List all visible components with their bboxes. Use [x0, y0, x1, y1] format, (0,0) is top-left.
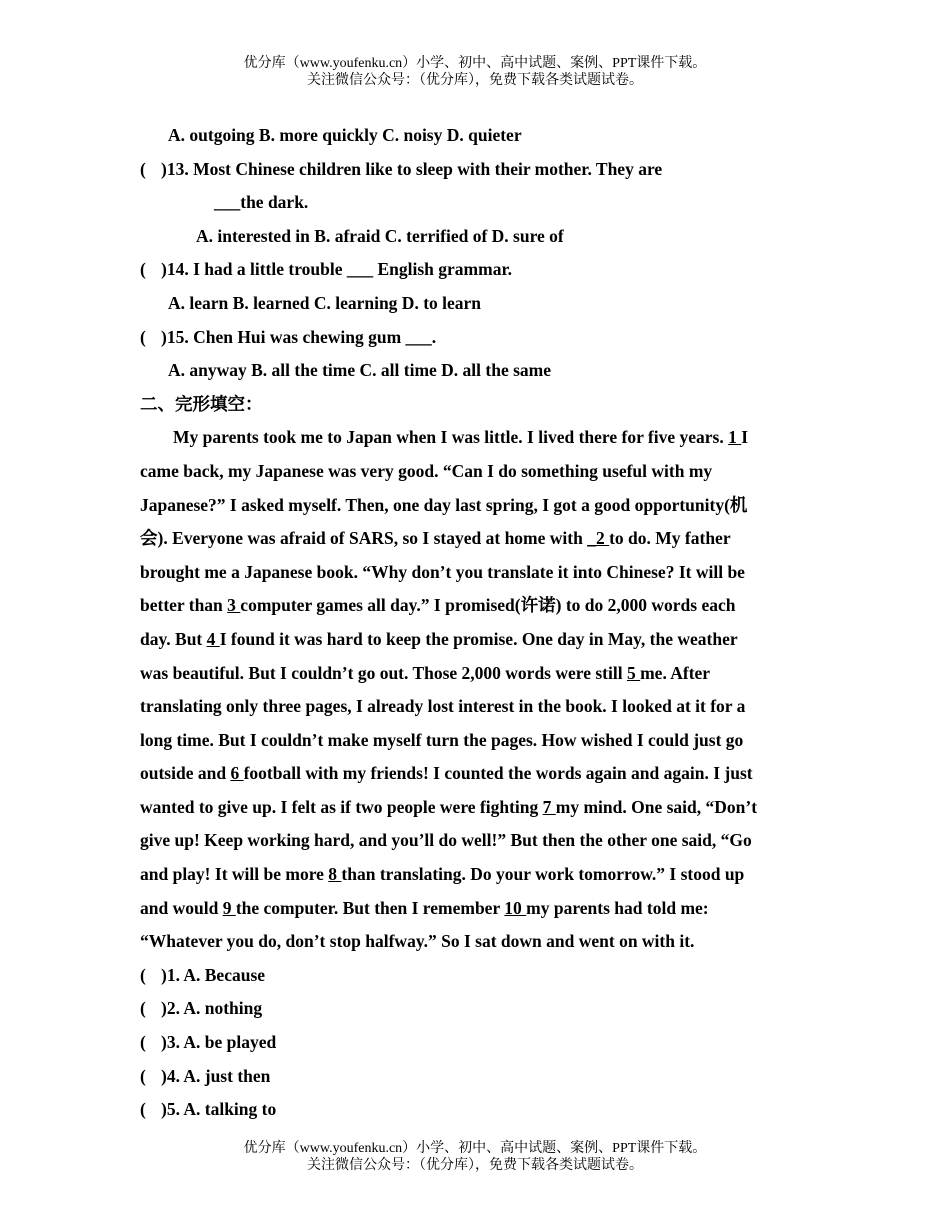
answer-paren: (: [140, 998, 146, 1019]
cloze-question-text: )2. A. nothing: [161, 998, 263, 1019]
passage-text: my parents had told me:: [526, 897, 709, 918]
passage-line-2: came back, my Japanese was very good. “Can I do something useful with my: [140, 460, 713, 481]
passage-text: outside and: [140, 763, 231, 784]
page-header: [0, 55, 950, 89]
blank-1: 1: [728, 427, 742, 448]
passage-line-10: long time. But I couldn’t make myself turn the pages. How wished I could just go: [140, 729, 744, 750]
passage-text: me. After: [640, 662, 711, 683]
passage-line-5: brought me a Japanese book. “Why don’t you translate it into Chinese? It will be: [140, 561, 745, 582]
passage-line-4: [140, 522, 810, 556]
passage-text: was beautiful. But I couldn’t go out. Those 2,000 words were still: [140, 662, 627, 683]
answer-paren: (: [140, 1099, 146, 1120]
passage-text: football with my friends! I counted the words again and again. I just: [243, 763, 753, 784]
q14-text: )14. I had a little trouble ___ English grammar.: [161, 259, 512, 280]
q15-text: )15. Chen Hui was chewing gum ___.: [161, 326, 437, 347]
footer-line-2: 关注微信公众号：（优分库），免费下载各类试题试卷。: [307, 1158, 643, 1173]
blank-2: _2: [587, 528, 610, 549]
document-body: [140, 119, 810, 1127]
q12-options: A. outgoing B. more quickly C. noisy D. quieter: [168, 125, 522, 145]
answer-paren: (: [140, 326, 146, 347]
passage-line-1: [140, 421, 810, 455]
passage-text: my mind. One said, “Don’t: [555, 796, 758, 817]
passage-line-8: [140, 657, 810, 691]
footer-line-1: 优分库（www.youfenku.cn）小学、初中、高中试题、案例、PPT课件下载。: [243, 1141, 707, 1156]
passage-line-3: Japanese?” I asked myself. Then, one day last spring, I got a good opportunity(机: [140, 494, 748, 515]
passage-text: the computer. But then I remember: [235, 897, 505, 918]
passage-text: wanted to give up. I felt as if two people were fighting: [140, 796, 543, 817]
answer-paren: (: [140, 964, 146, 985]
cloze-question: [140, 992, 810, 1026]
passage-text: to do. My father: [609, 528, 731, 549]
header-line-2: 关注微信公众号：（优分库），免费下载各类试题试卷。: [307, 73, 643, 88]
q13-continuation: ___the dark.: [214, 192, 309, 213]
answer-paren: (: [140, 259, 146, 280]
cloze-question: [140, 1060, 810, 1094]
passage-line-12: [140, 791, 810, 825]
blank-7: 7: [542, 796, 556, 817]
passage-line-6: [140, 589, 810, 623]
passage-text: and would: [140, 897, 223, 918]
cloze-question: [140, 1026, 810, 1060]
blank-9: 9: [222, 897, 236, 918]
header-line-1: 优分库（www.youfenku.cn）小学、初中、高中试题、案例、PPT课件下载。: [243, 56, 707, 71]
passage-text: computer games all day.” I promised(许诺) to do 2,000 words each: [240, 595, 736, 616]
cloze-question: [140, 959, 810, 993]
passage-text: 会). Everyone was afraid of SARS, so I stayed at home with: [140, 528, 588, 549]
cloze-question-text: )3. A. be played: [161, 1032, 277, 1053]
q13-stem: [140, 153, 810, 187]
passage-line-11: [140, 757, 810, 791]
q13-text: )13. Most Chinese children like to sleep with their mother. They are: [161, 158, 663, 179]
q14-options: A. learn B. learned C. learning D. to learn: [168, 292, 482, 313]
passage-text: I found it was hard to keep the promise. One day in May, the weather: [219, 628, 738, 649]
q15-options: A. anyway B. all the time C. all time D. all the same: [168, 360, 552, 381]
blank-5: 5: [626, 662, 641, 683]
blank-10: 10: [504, 897, 527, 918]
blank-8: 8: [328, 864, 342, 885]
passage-line-7: [140, 623, 810, 657]
q15-stem: [140, 321, 810, 355]
q14-stem: [140, 253, 810, 287]
answer-paren: (: [140, 158, 146, 179]
passage-line-16: “Whatever you do, don’t stop halfway.” So I sat down and went on with it.: [140, 931, 695, 952]
page-footer: [0, 1140, 950, 1174]
blank-4: 4: [206, 628, 220, 649]
blank-6: 6: [230, 763, 244, 784]
answer-paren: (: [140, 1032, 146, 1053]
cloze-question-text: )5. A. talking to: [161, 1099, 277, 1120]
cloze-question-text: )1. A. Because: [161, 964, 266, 985]
section-2-title: 二、完形填空：: [140, 393, 263, 414]
passage-line-9: translating only three pages, I already lost interest in the book. I looked at it for a: [140, 696, 746, 717]
cloze-question-text: )4. A. just then: [161, 1065, 271, 1086]
answer-paren: (: [140, 1065, 146, 1086]
q13-options: A. interested in B. afraid C. terrified of D. sure of: [196, 225, 564, 246]
passage-line-14: [140, 858, 810, 892]
passage-text: I: [741, 427, 749, 448]
cloze-question: [140, 1093, 810, 1127]
passage-text: than translating. Do your work tomorrow.” I stood up: [341, 864, 745, 885]
blank-3: 3: [227, 595, 241, 616]
passage-text: day. But: [140, 628, 207, 649]
passage-line-13: give up! Keep working hard, and you’ll do well!” But then the other one said, “Go: [140, 830, 752, 851]
passage-text: better than: [140, 595, 228, 616]
passage-text: and play! It will be more: [140, 864, 329, 885]
passage-line-15: [140, 892, 810, 926]
passage-text: My parents took me to Japan when I was little. I lived there for five years.: [173, 427, 729, 448]
